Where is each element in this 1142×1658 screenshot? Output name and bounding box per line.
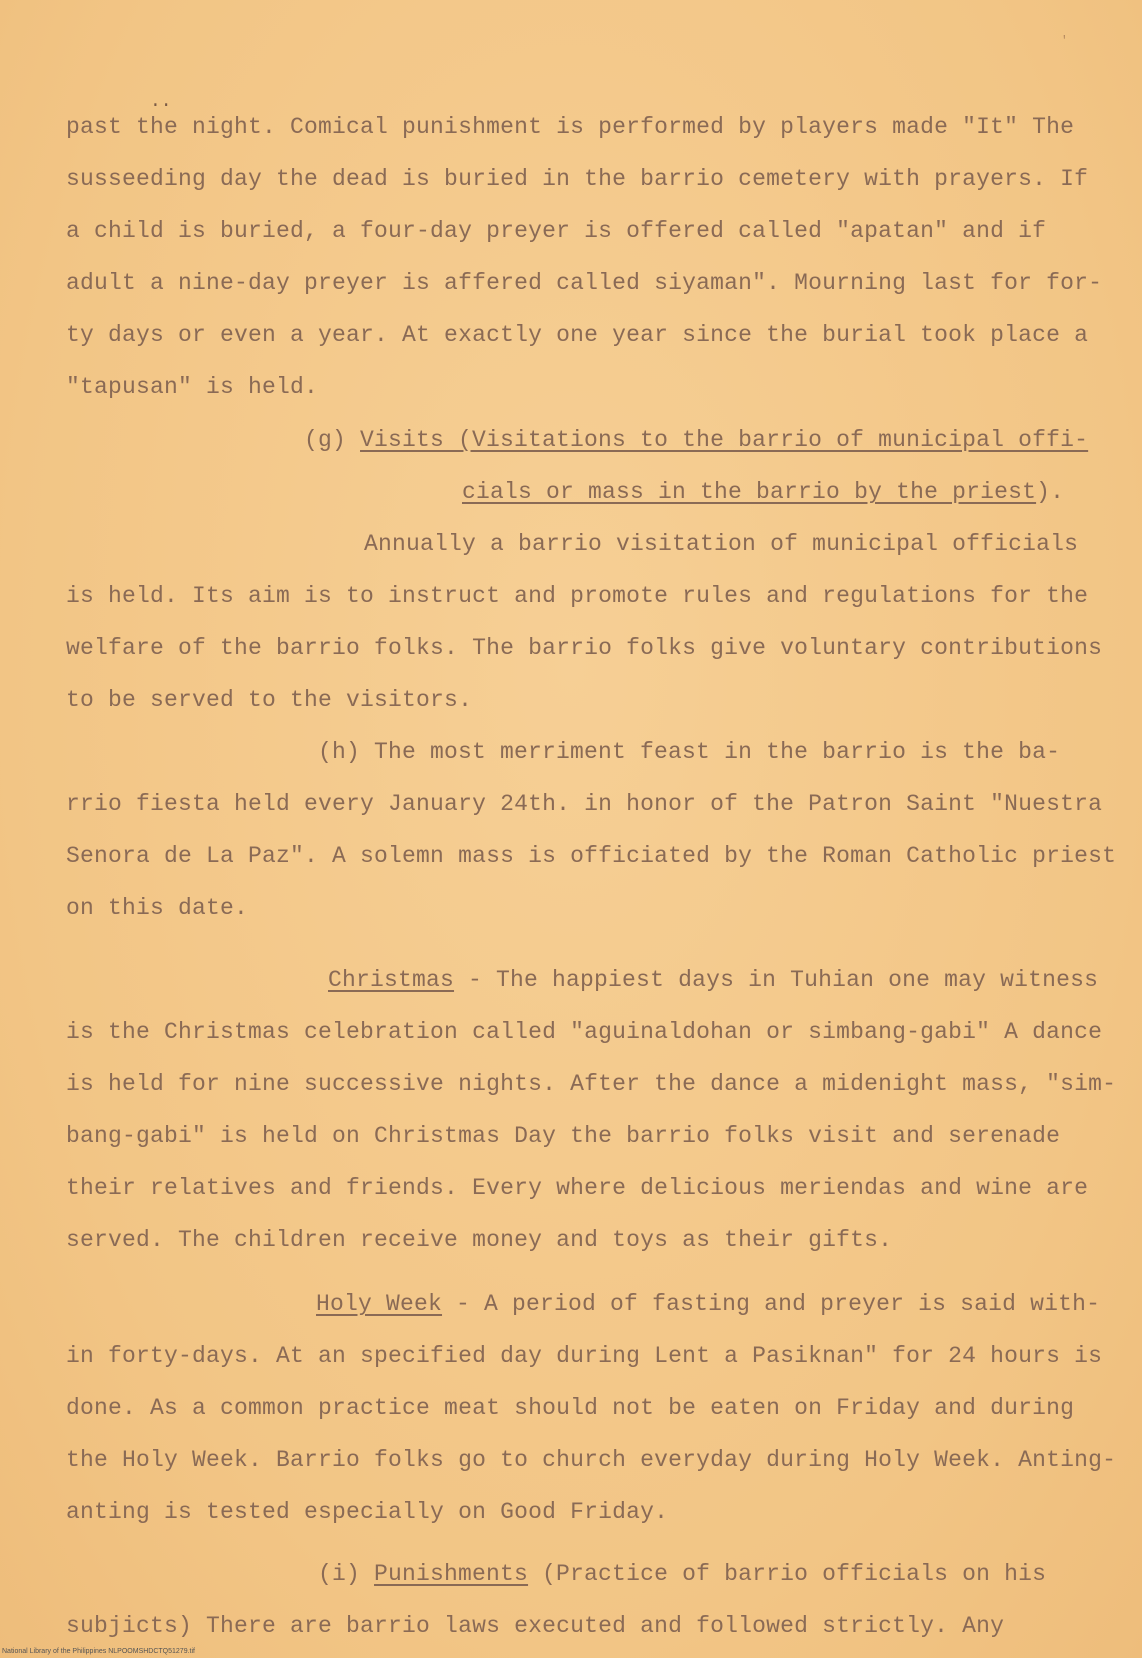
text-line: is held. Its aim is to instruct and promote rules and regulations for the [66, 583, 1089, 609]
corner-mark: ' [1060, 34, 1068, 48]
section-g-tail: ). [1036, 479, 1065, 505]
holy-week-rest: - A period of fasting and preyer is said with- [442, 1291, 1101, 1317]
text-line: "tapusan" is held. [66, 374, 319, 400]
section-i-title: Punishments [374, 1561, 529, 1587]
text-line: on this date. [66, 895, 249, 921]
holy-week-title: Holy Week [316, 1291, 443, 1317]
text-line: ty days or even a year. At exactly one year since the burial took place a [66, 322, 1089, 348]
text-line: welfare of the barrio folks. The barrio folks give voluntary contributions [66, 635, 1103, 661]
christmas-rest: - The happiest days in Tuhian one may witness [454, 967, 1099, 993]
christmas-heading [328, 966, 1098, 994]
christmas-title: Christmas [328, 967, 455, 993]
text-line: done. As a common practice meat should not be eaten on Friday and during [66, 1395, 1075, 1421]
text-line: bang-gabi" is held on Christmas Day the barrio folks visit and serenade [66, 1123, 1061, 1149]
text-line: past the night. Comical punishment is performed by players made "It" The [66, 114, 1075, 140]
text-line: the Holy Week. Barrio folks go to church everyday during Holy Week. Anting- [66, 1447, 1117, 1473]
text-line: susseeding day the dead is buried in the barrio cemetery with prayers. If [66, 166, 1089, 192]
section-g-heading [304, 426, 1088, 454]
text-line: subjicts) There are barrio laws executed and followed strictly. Any [66, 1613, 1005, 1639]
text-line: is held for nine successive nights. After the dance a midenight mass, "sim- [66, 1071, 1117, 1097]
text-line: to be served to the visitors. [66, 687, 473, 713]
section-i-heading [318, 1560, 1046, 1588]
text-line: Annually a barrio visitation of municipal officials [364, 531, 1079, 557]
text-line: adult a nine-day preyer is affered called siyaman". Mourning last for for- [66, 270, 1103, 296]
text-line: rrio fiesta held every January 24th. in honor of the Patron Saint "Nuestra [66, 791, 1103, 817]
section-i-label: (i) [318, 1561, 375, 1587]
section-g-title-cont: cials or mass in the barrio by the priest [462, 479, 1037, 505]
holy-week-heading [316, 1290, 1100, 1318]
text-line: their relatives and friends. Every where delicious meriendas and wine are [66, 1175, 1089, 1201]
text-line: (h) The most merriment feast in the barrio is the ba- [318, 739, 1061, 765]
section-g-heading-cont [462, 478, 1064, 506]
text-line: a child is buried, a four-day preyer is offered called "apatan" and if [66, 218, 1047, 244]
top-mark: .. [150, 92, 172, 112]
text-line: served. The children receive money and toys as their gifts. [66, 1227, 893, 1253]
section-g-label: (g) [304, 427, 361, 453]
text-line: in forty-days. At an specified day during Lent a Pasiknan" for 24 hours is [66, 1343, 1103, 1369]
footer-caption: National Library of the Philippines NLPOOMSHDCTQ51279.tif [2, 1648, 195, 1655]
text-line: anting is tested especially on Good Friday. [66, 1499, 669, 1525]
text-line: Senora de La Paz". A solemn mass is officiated by the Roman Catholic priest [66, 843, 1117, 869]
section-i-rest: (Practice of barrio officials on his [528, 1561, 1047, 1587]
text-line: is the Christmas celebration called "aguinaldohan or simbang-gabi" A dance [66, 1019, 1103, 1045]
section-g-title: Visits (Visitations to the barrio of municipal offi- [360, 427, 1089, 453]
